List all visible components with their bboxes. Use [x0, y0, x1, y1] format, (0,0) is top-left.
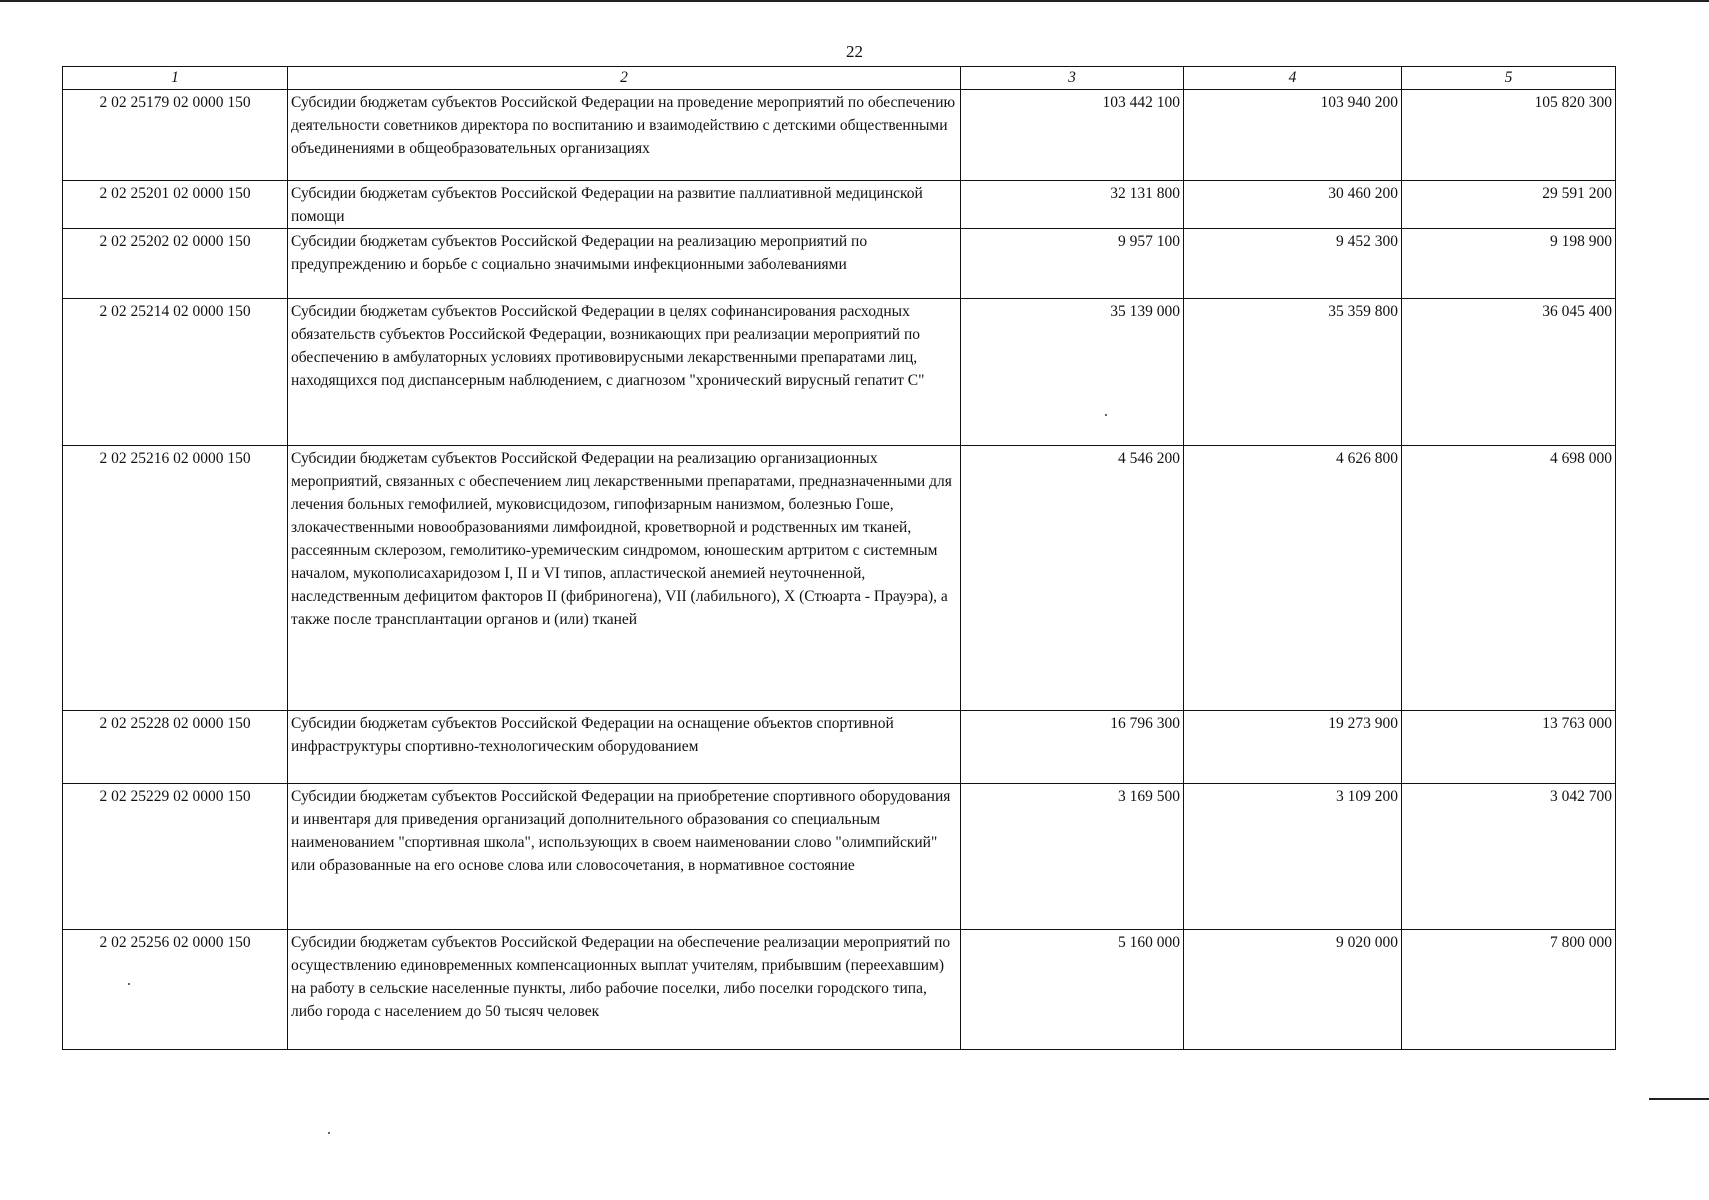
amount-col5: 105 820 300 — [1402, 90, 1616, 181]
subsidy-description: Субсидии бюджетам субъектов Российской Федерации на развитие паллиативной медицинской помощи — [288, 181, 961, 229]
amount-col4: 9 020 000 — [1184, 930, 1402, 1050]
budget-code: 2 02 25256 02 0000 150 — [63, 930, 288, 1050]
table-row — [63, 711, 1616, 784]
top-border-rule — [0, 0, 1709, 2]
amount-col4: 103 940 200 — [1184, 90, 1402, 181]
budget-code: 2 02 25202 02 0000 150 — [63, 229, 288, 299]
table-row — [63, 181, 1616, 229]
amount-col4: 30 460 200 — [1184, 181, 1402, 229]
amount-col5: 29 591 200 — [1402, 181, 1616, 229]
table-row — [63, 930, 1616, 1050]
amount-col5: 7 800 000 — [1402, 930, 1616, 1050]
amount-col5: 13 763 000 — [1402, 711, 1616, 784]
amount-col3: 3 169 500 — [961, 784, 1184, 930]
bottom-right-rule — [1649, 1098, 1709, 1100]
table-row — [63, 446, 1616, 711]
column-number-5: 5 — [1402, 67, 1616, 90]
subsidy-description: Субсидии бюджетам субъектов Российской Федерации на приобретение спортивного оборудования и инвентаря для приведения организаций дополнительного образования со специальным наименованием "спортивная школа", использующих в своем наименовании слово "олимпийский" или образованные на его основе слова или словосочетания, в нормативное состояние — [288, 784, 961, 930]
amount-col5: 4 698 000 — [1402, 446, 1616, 711]
subsidy-description: Субсидии бюджетам субъектов Российской Федерации на реализацию мероприятий по предупреждению и борьбе с социально значимыми инфекционными заболеваниями — [288, 229, 961, 299]
subsidy-description: Субсидии бюджетам субъектов Российской Федерации на обеспечение реализации мероприятий по осуществлению единовременных компенсационных выплат учителям, прибывшим (переехавшим) на работу в сельские населенные пункты, либо рабочие поселки, либо поселки городского типа, либо города с населением до 50 тысяч человек — [288, 930, 961, 1050]
scan-speck — [328, 1132, 330, 1134]
table-row — [63, 784, 1616, 930]
budget-table — [62, 66, 1616, 1050]
amount-col5: 36 045 400 — [1402, 299, 1616, 446]
budget-code: 2 02 25229 02 0000 150 — [63, 784, 288, 930]
amount-col4: 4 626 800 — [1184, 446, 1402, 711]
amount-col3: 9 957 100 — [961, 229, 1184, 299]
scan-speck — [128, 983, 130, 985]
amount-col3: 32 131 800 — [961, 181, 1184, 229]
budget-code: 2 02 25214 02 0000 150 — [63, 299, 288, 446]
column-number-4: 4 — [1184, 67, 1402, 90]
amount-col4: 19 273 900 — [1184, 711, 1402, 784]
column-number-2: 2 — [288, 67, 961, 90]
budget-code: 2 02 25216 02 0000 150 — [63, 446, 288, 711]
scan-speck — [1105, 414, 1107, 416]
amount-col3: 4 546 200 — [961, 446, 1184, 711]
amount-col4: 9 452 300 — [1184, 229, 1402, 299]
column-number-row — [63, 67, 1616, 90]
subsidy-description: Субсидии бюджетам субъектов Российской Федерации на оснащение объектов спортивной инфраструктуры спортивно-технологическим оборудованием — [288, 711, 961, 784]
budget-code: 2 02 25179 02 0000 150 — [63, 90, 288, 181]
column-number-1: 1 — [63, 67, 288, 90]
budget-code: 2 02 25201 02 0000 150 — [63, 181, 288, 229]
amount-col5: 3 042 700 — [1402, 784, 1616, 930]
amount-col3: 103 442 100 — [961, 90, 1184, 181]
amount-col3: 35 139 000 — [961, 299, 1184, 446]
subsidy-description: Субсидии бюджетам субъектов Российской Федерации на проведение мероприятий по обеспечению деятельности советников директора по воспитанию и взаимодействию с детскими общественными объединениями в общеобразовательных организациях — [288, 90, 961, 181]
subsidy-description: Субсидии бюджетам субъектов Российской Федерации в целях софинансирования расходных обязательств субъектов Российской Федерации, возникающих при реализации мероприятий по обеспечению в амбулаторных условиях противовирусными лекарственными препаратами лиц, находящихся под диспансерным наблюдением, с диагнозом "хронический вирусный гепатит С" — [288, 299, 961, 446]
table-row — [63, 299, 1616, 446]
column-number-3: 3 — [961, 67, 1184, 90]
budget-code: 2 02 25228 02 0000 150 — [63, 711, 288, 784]
amount-col4: 35 359 800 — [1184, 299, 1402, 446]
amount-col3: 5 160 000 — [961, 930, 1184, 1050]
amount-col3: 16 796 300 — [961, 711, 1184, 784]
subsidy-description: Субсидии бюджетам субъектов Российской Федерации на реализацию организационных мероприятий, связанных с обеспечением лиц лекарственными препаратами, предназначенными для лечения больных гемофилией, муковисцидозом, гипофизарным нанизмом, болезнью Гоше, злокачественными новообразованиями лимфоидной, кроветворной и родственных им тканей, рассеянным склерозом, гемолитико-уремическим синдромом, юношеским артритом с системным началом, мукополисахаридозом I, II и VI типов, апластической анемией неуточненной, наследственным дефицитом факторов II (фибриногена), VII (лабильного), X (Стюарта - Прауэра), а также после трансплантации органов и (или) тканей — [288, 446, 961, 711]
amount-col4: 3 109 200 — [1184, 784, 1402, 930]
table-row — [63, 229, 1616, 299]
amount-col5: 9 198 900 — [1402, 229, 1616, 299]
page-number: 22 — [846, 42, 863, 61]
table-row — [63, 90, 1616, 181]
